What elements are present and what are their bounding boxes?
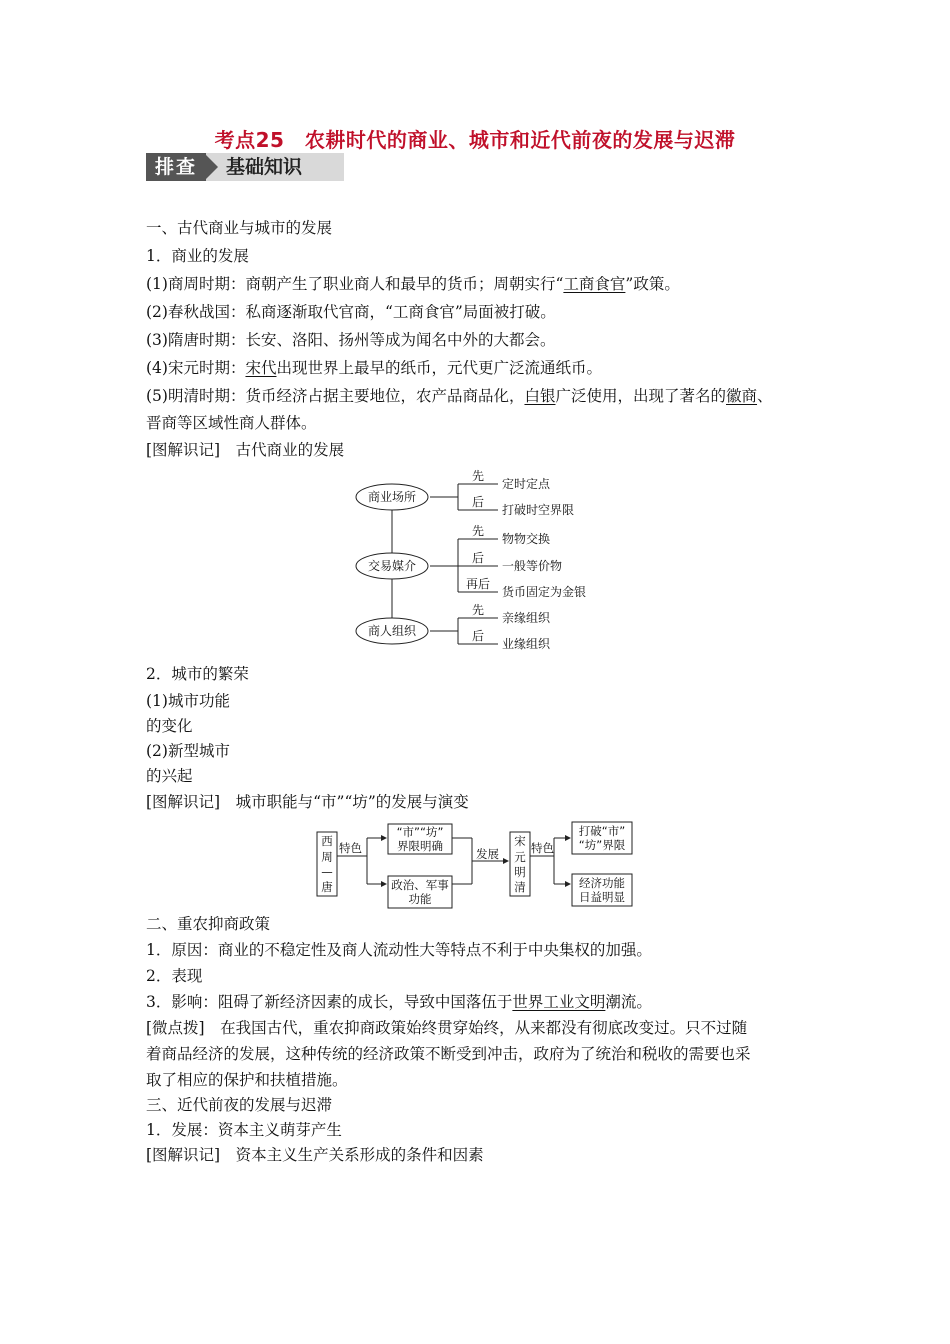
era-char: 清	[514, 880, 526, 894]
node-label: 交易媒介	[367, 559, 417, 573]
tip-line-1: [微点拨] 在我国古代，重农抑商政策始终贯穿始终，从来都没有彻底改变过。只不过随	[146, 1019, 748, 1037]
text: 、	[757, 387, 773, 405]
text: ”政策。	[625, 275, 680, 293]
page-title: 考点25 农耕时代的商业、城市和近代前夜的发展与迟滞	[214, 128, 736, 152]
branch-tag: 后	[471, 551, 485, 565]
era-char: 宋	[514, 834, 526, 848]
box-text: “市”“坊”	[396, 825, 444, 839]
feature-label: 特色	[339, 841, 362, 855]
city-function-1: (1)城市功能	[146, 692, 230, 710]
text: (4)宋元时期：	[146, 359, 246, 377]
text: (5)明清时期：货币经济占据主要地位，农产品商品化，	[146, 387, 525, 405]
branch-tag: 后	[471, 629, 485, 643]
underlined-term: 徽商	[726, 387, 758, 405]
box-text: 打破“市”	[578, 824, 626, 838]
box-text: 功能	[408, 892, 432, 906]
box-text: 经济功能	[579, 876, 625, 890]
underlined-term: 白银	[524, 387, 556, 405]
new-city-2: 的兴起	[146, 767, 193, 785]
develop-label: 发展	[476, 847, 499, 861]
commerce-diagram	[350, 466, 610, 658]
branch-tag: 后	[471, 495, 485, 509]
section-heading-2: 二、重农抑商政策	[146, 915, 271, 933]
era-char: 西	[321, 834, 333, 848]
tip-line-3: 取了相应的保护和扶植措施。	[146, 1071, 348, 1089]
impact-line	[146, 991, 652, 1013]
city-diagram	[312, 820, 642, 912]
banner-arrow	[204, 153, 218, 181]
figure-caption-2: [图解识记] 城市职能与“市”“坊”的发展与演变	[146, 793, 469, 811]
manifestation-line: 2．表现	[146, 967, 203, 985]
branch-text: 打破时空界限	[502, 503, 575, 517]
era-char: 唐	[321, 880, 333, 894]
branch-text: 亲缘组织	[502, 611, 551, 625]
box-text: 政治、军事	[391, 878, 449, 892]
branch-text: 物物交换	[502, 532, 551, 546]
era-char: —	[321, 865, 333, 879]
era-char: 明	[514, 865, 526, 879]
branch-text: 货币固定为金银	[502, 585, 587, 599]
section-heading-1: 一、古代商业与城市的发展	[146, 219, 333, 237]
underlined-term: 宋代	[245, 359, 277, 377]
box-text: 界限明确	[397, 839, 443, 853]
era-char: 元	[514, 850, 526, 864]
text: 潮流。	[605, 993, 652, 1011]
node-label: 商人组织	[367, 624, 417, 638]
node-label: 商业场所	[367, 490, 417, 504]
paragraph-songyuan	[146, 357, 602, 379]
box-text: 日益明显	[579, 890, 625, 904]
banner-label: 基础知识	[204, 153, 344, 181]
branch-text: 一般等价物	[502, 559, 563, 573]
branch-text: 业缘组织	[502, 637, 551, 651]
branch-tag: 先	[471, 524, 485, 538]
paragraph-mingqing	[146, 385, 773, 407]
section-heading-3: 三、近代前夜的发展与迟滞	[146, 1096, 333, 1114]
underlined-term: 世界工业文明	[512, 993, 606, 1011]
box-text: “坊”界限	[578, 838, 626, 852]
figure-caption-1: [图解识记] 古代商业的发展	[146, 441, 345, 459]
paragraph-chunqiu: (2)春秋战国：私商逐渐取代官商，“工商食官”局面被打破。	[146, 303, 556, 321]
text: 3．影响：阻碍了新经济因素的成长，导致中国落伍于	[146, 993, 513, 1011]
subheading-cities: 2．城市的繁荣	[146, 665, 249, 683]
text: (1)商周时期：商朝产生了职业商人和最早的货币；周朝实行“	[146, 275, 564, 293]
underlined-term: 工商食官	[563, 275, 626, 293]
branch-tag: 先	[471, 603, 485, 617]
reason-line: 1．原因：商业的不稳定性及商人流动性大等特点不利于中央集权的加强。	[146, 941, 652, 959]
development-line: 1．发展：资本主义萌芽产生	[146, 1121, 342, 1139]
figure-caption-3: [图解识记] 资本主义生产关系形成的条件和因素	[146, 1146, 484, 1164]
branch-text: 定时定点	[502, 477, 551, 491]
section-banner	[146, 153, 344, 181]
subheading-commerce: 1．商业的发展	[146, 247, 249, 265]
branch-tag: 再后	[465, 577, 491, 591]
paragraph-suitang: (3)隋唐时期：长安、洛阳、扬州等成为闻名中外的大都会。	[146, 331, 556, 349]
feature-label: 特色	[531, 841, 554, 855]
paragraph-mingqing-cont: 晋商等区域性商人群体。	[146, 414, 317, 432]
city-function-2: 的变化	[146, 717, 193, 735]
tip-line-2: 着商品经济的发展，这种传统的经济政策不断受到冲击，政府为了统治和税收的需要也采	[146, 1045, 751, 1063]
era-char: 周	[321, 850, 333, 864]
text: 广泛使用，出现了著名的	[555, 387, 726, 405]
text: 出现世界上最早的纸币，元代更广泛流通纸币。	[276, 359, 602, 377]
banner-tag: 排查	[146, 153, 206, 181]
branch-tag: 先	[471, 469, 485, 483]
paragraph-shang-zhou	[146, 273, 680, 295]
new-city-1: (2)新型城市	[146, 742, 230, 760]
